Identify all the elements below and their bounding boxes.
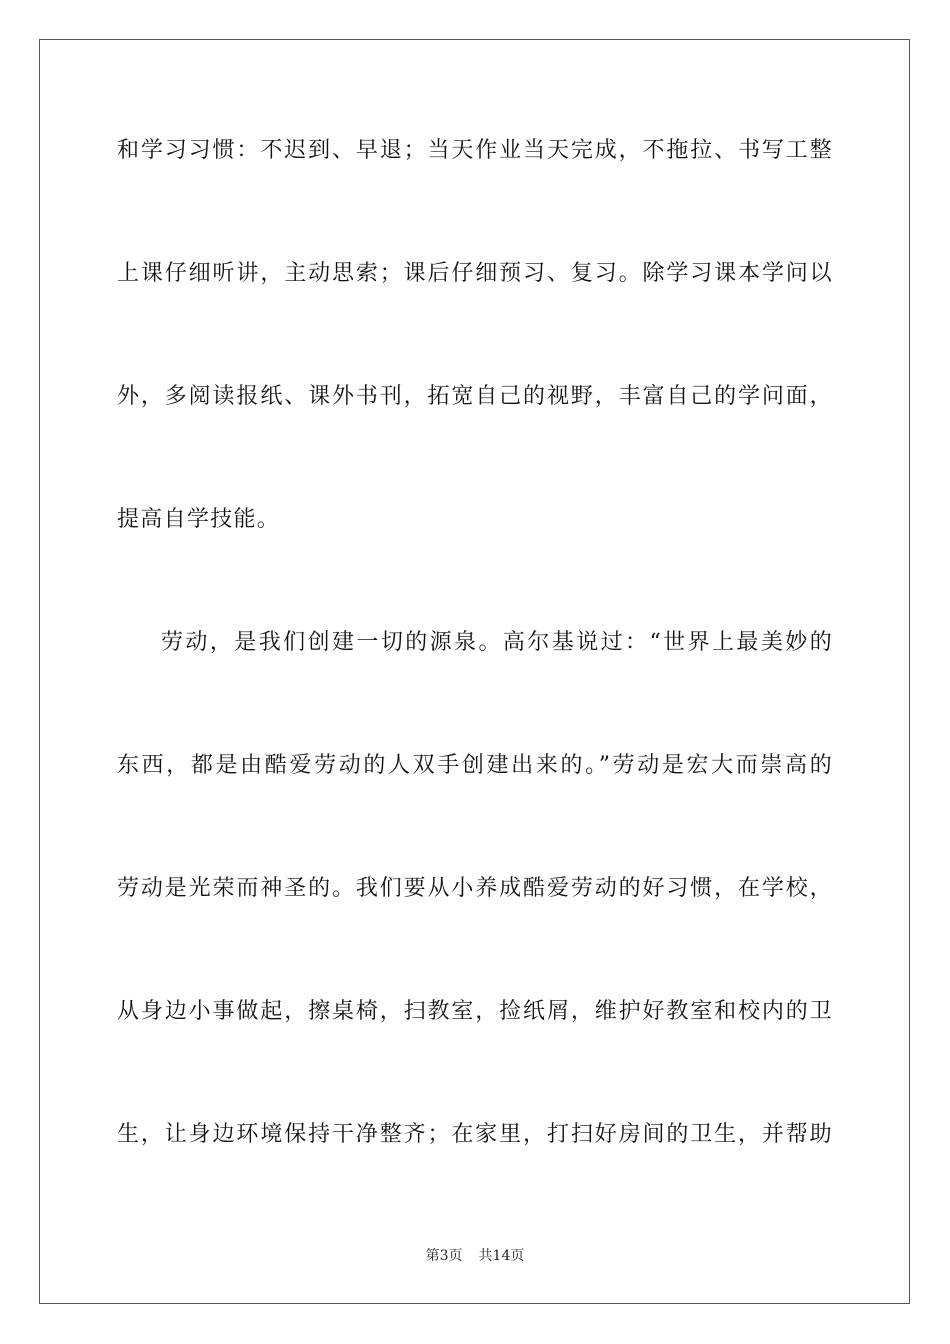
body-line-9: 生，让身边环境保持干净整齐；在家里，打扫好房间的卫生，并帮助	[117, 1122, 833, 1147]
body-line-1: 和学习习惯：不迟到、早退；当天作业当天完成，不拖拉、书写工整	[117, 138, 833, 163]
body-line-3: 外，多阅读报纸、课外书刊，拓宽自己的视野，丰富自己的学问面，	[117, 384, 833, 409]
body-line-2: 上课仔细听讲，主动思索；课后仔细预习、复习。除学习课本学问以	[117, 261, 833, 286]
body-line-7: 劳动是光荣而神圣的。我们要从小养成酷爱劳动的好习惯，在学校，	[117, 876, 833, 901]
body-line-6: 东西，都是由酷爱劳动的人双手创建出来的。”劳动是宏大而崇高的	[117, 753, 833, 778]
body-line-8: 从身边小事做起，擦桌椅，扫教室，捡纸屑，维护好教室和校内的卫	[117, 999, 833, 1024]
body-line-5: 劳动，是我们创建一切的源泉。高尔基说过：“世界上最美妙的	[161, 630, 833, 655]
page-footer	[0, 1246, 950, 1266]
body-line-4: 提高自学技能。	[117, 507, 281, 532]
page-total: 共14页	[478, 1248, 525, 1264]
page-frame	[39, 39, 910, 1304]
page-number: 第3页	[425, 1248, 463, 1264]
